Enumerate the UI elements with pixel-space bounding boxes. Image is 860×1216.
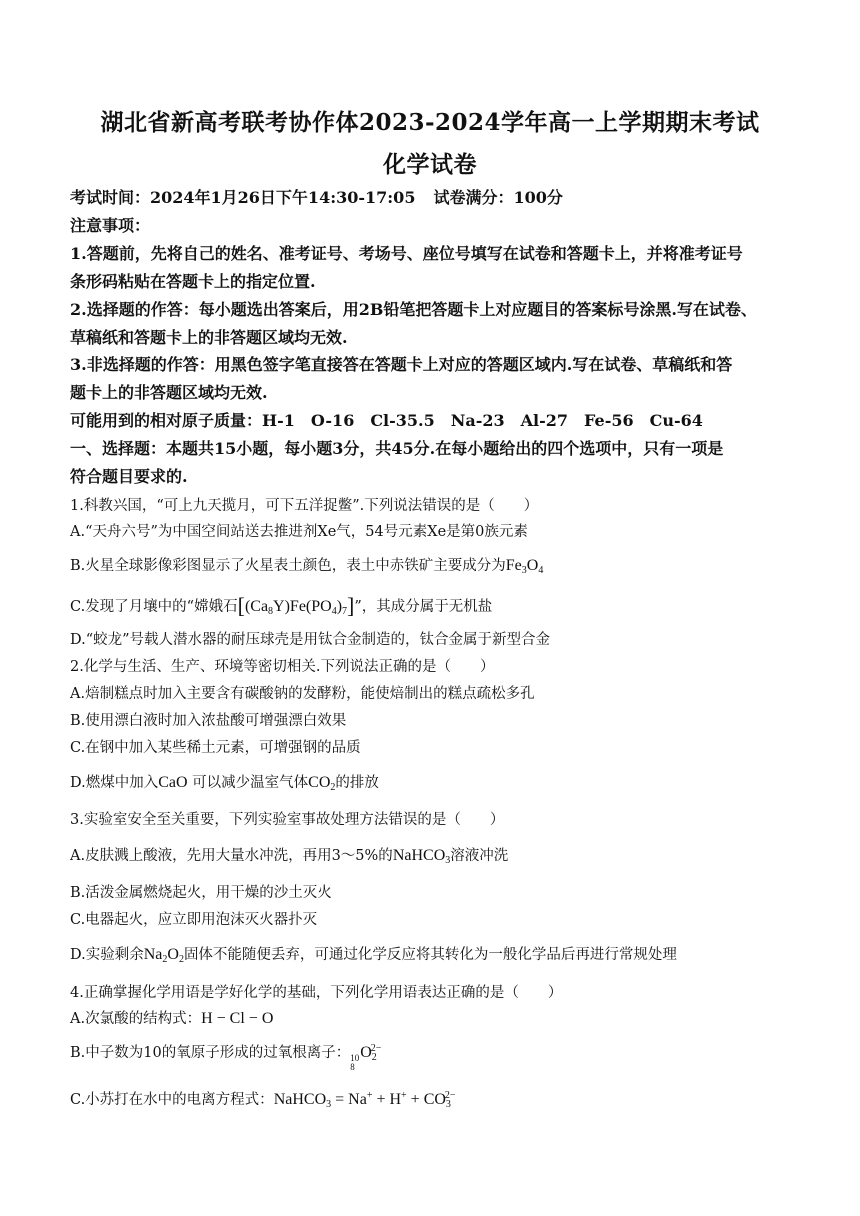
exam-time: 考试时间：2024年1月26日下午14:30-17:05 xyxy=(70,188,416,207)
q3-option-d-text-1: D.实验剩余 xyxy=(70,947,144,963)
q2-option-d-text-2: 可以减少温室气体 xyxy=(192,775,309,791)
formula-cao: CaO xyxy=(158,774,188,791)
note-1-line-2: 条形码粘贴在答题卡上的指定位置. xyxy=(70,272,316,291)
q2-option-c: C.在钢中加入某些稀土元素，可增强钢的品质 xyxy=(70,740,361,756)
q3-option-a-text-2: 溶液冲洗 xyxy=(450,848,509,864)
q3-stem: 3.实验室安全至关重要，下列实验室事故处理方法错误的是（ ） xyxy=(70,812,505,828)
q4-option-a-text: A.次氯酸的结构式： xyxy=(70,1011,202,1027)
q2-option-d-text-1: D.燃煤中加入 xyxy=(70,775,159,791)
q2-stem: 2.化学与生活、生产、环境等密切相关.下列说法正确的是（ ） xyxy=(70,659,495,675)
q1-option-b xyxy=(70,556,800,576)
formula-na2o2: $Na_2O_2$ xyxy=(143,946,184,965)
atomic-masses: 可能用到的相对原子质量：H-1 O-16 Cl-35.5 Na-23 Al-27 Fe-56 Cu-64 xyxy=(70,411,703,430)
q3-option-b: B.活泼金属燃烧起火，用干燥的沙土灭火 xyxy=(70,885,332,901)
note-1-line-1: 1.答题前，先将自己的姓名、准考证号、考场号、座位号填写在试卷和答题卡上，并将准考证号 xyxy=(70,244,743,263)
q4-option-b-text: B.中子数为10的氧原子形成的过氧根离子： xyxy=(70,1045,351,1061)
formula-fe3o4: $Fe_3O_4$ xyxy=(505,557,544,576)
note-3-line-1: 3.非选择题的作答：用黑色签字笔直接答在答题卡上对应的答题区域内.写在试卷、草稿纸和答 xyxy=(70,355,733,374)
q3-option-c: C.电器起火，应立即用泡沫灭火器扑灭 xyxy=(70,912,318,928)
q3-option-a xyxy=(70,846,800,866)
q4-option-b xyxy=(70,1043,800,1072)
formula-changeshi: $[(Ca_8Y)Fe(PO_4)_7]$ xyxy=(237,593,355,618)
note-2-line-1: 2.选择题的作答：每小题选出答案后，用2B铅笔把答题卡上对应题目的答案标号涂黑.写在试卷、 xyxy=(70,300,757,319)
q2-option-d xyxy=(70,773,800,793)
q1-stem: 1.科教兴国，“可上九天揽月，可下五洋捉鳖”.下列说法错误的是（ ） xyxy=(70,498,539,514)
formula-hclo-structure: H − Cl − O xyxy=(201,1010,274,1027)
q4-option-c xyxy=(70,1090,800,1110)
formula-peroxide-ion: 10 8 $O_2^{2-}$ xyxy=(350,1043,382,1072)
q2-option-a: A.焙制糕点时加入主要含有碳酸钠的发酵粉，能使焙制出的糕点疏松多孔 xyxy=(70,686,535,702)
q3-option-a-text-1: A.皮肤溅上酸液，先用大量水冲洗，再用3～5%的 xyxy=(70,848,393,864)
note-2-line-2: 草稿纸和答题卡上的非答题区域均无效. xyxy=(70,328,348,347)
q1-option-c-text-2: ”，其成分属于无机盐 xyxy=(354,599,493,615)
q1-option-d: D.“蛟龙”号载人潜水器的耐压球壳是用钛合金制造的，钛合金属于新型合金 xyxy=(70,632,551,648)
exam-info-line xyxy=(70,188,800,208)
note-3-line-2: 题卡上的非答题区域均无效. xyxy=(70,383,268,402)
q2-option-b: B.使用漂白液时加入浓盐酸可增强漂白效果 xyxy=(70,713,347,729)
formula-co2: $CO_2$ xyxy=(308,774,336,793)
q1-option-c-text-1: C.发现了月壤中的“嫦娥石 xyxy=(70,599,238,615)
q1-option-c xyxy=(70,593,800,618)
exam-subtitle: 化学试卷 xyxy=(383,151,477,178)
section-1-heading-line-2: 符合题目要求的. xyxy=(70,467,188,486)
section-1-heading-line-1: 一、选择题：本题共15小题，每小题3分，共45分.在每小题给出的四个选项中，只有一项是 xyxy=(70,439,724,458)
formula-nahco3-ionization: NaHCO$_3$ = $Na^+ + H^+ + CO_3^{2-}$ xyxy=(273,1090,456,1110)
q4-option-c-text: C.小苏打在水中的电离方程式： xyxy=(70,1092,274,1108)
exam-title: 湖北省新高考联考协作体2023-2024学年高一上学期期末考试 xyxy=(100,109,760,136)
q3-option-d-text-2: 固体不能随便丢弃，可通过化学反应将其转化为一般化学品后再进行常规处理 xyxy=(183,947,677,963)
q2-option-d-text-3: 的排放 xyxy=(335,775,379,791)
q1-option-b-text: B.火星全球影像彩图显示了火星表土颜色，表土中赤铁矿主要成分为 xyxy=(70,558,506,574)
notes-heading: 注意事项： xyxy=(70,216,151,235)
q3-option-d xyxy=(70,945,800,965)
full-score: 试卷满分：100分 xyxy=(433,188,563,207)
q4-option-a xyxy=(70,1009,800,1029)
q4-stem: 4.正确掌握化学用语是学好化学的基础，下列化学用语表达正确的是（ ） xyxy=(70,985,563,1001)
formula-nahco3: NaHCO$_3$ xyxy=(392,847,451,866)
q1-option-a: A.“天舟六号”为中国空间站送去推进剂Xe气，54号元素Xe是第0族元素 xyxy=(70,524,528,540)
